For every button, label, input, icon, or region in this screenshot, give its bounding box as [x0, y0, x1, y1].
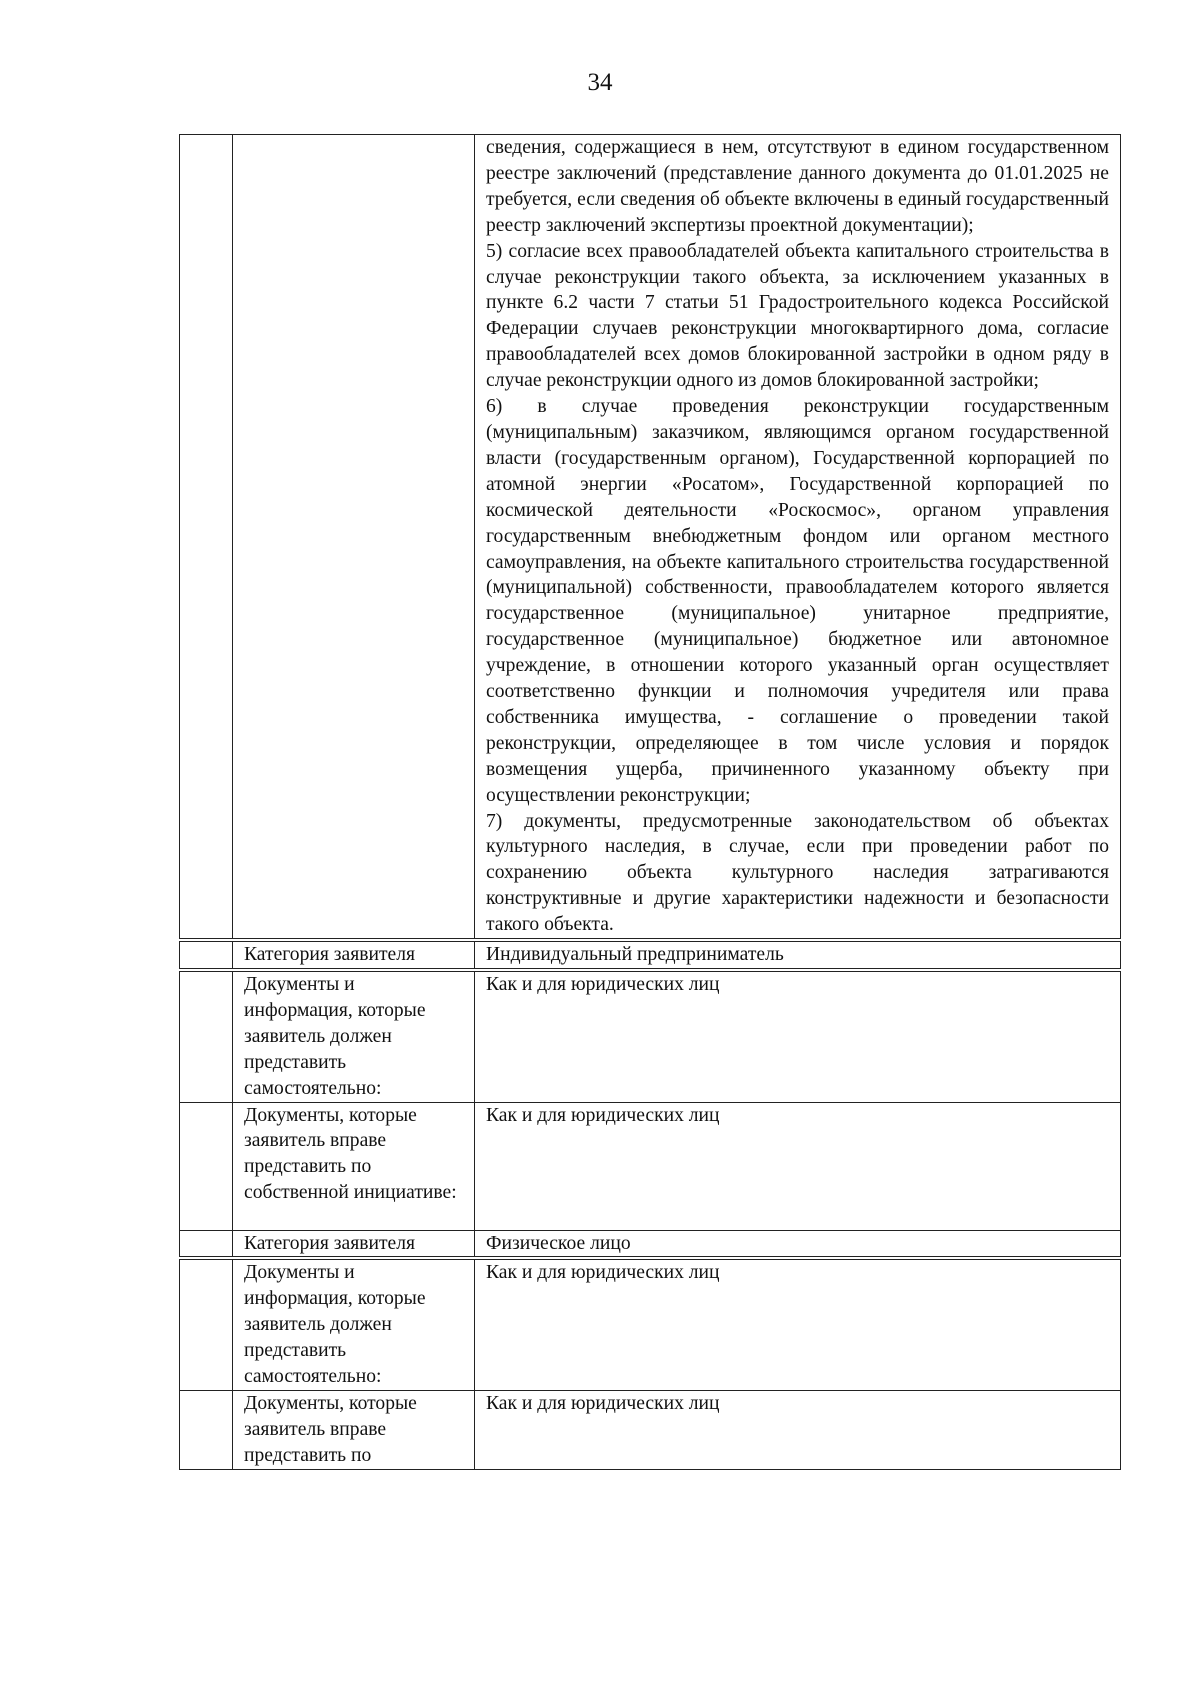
required-docs-label: Документы и информация, которые заявитель должен представить самостоятельно:: [233, 970, 475, 1102]
category-label: Категория заявителя: [233, 940, 475, 970]
row-number-cell: [180, 970, 233, 1102]
table-row: [180, 1390, 1121, 1469]
required-docs-value: Как и для юридических лиц: [475, 1258, 1121, 1390]
row-number-cell: [180, 1390, 233, 1469]
table-row: [180, 1102, 1121, 1230]
category-label: Категория заявителя: [233, 1230, 475, 1258]
optional-docs-value: Как и для юридических лиц: [475, 1102, 1121, 1230]
table-row: [180, 1258, 1121, 1390]
paragraph-expertise: сведения, содержащиеся в нем, отсутствуют в едином государственном реестре заключений (представление данного документа до 01.01.2025 не требуется, если сведения об объекте включены в единый государственный реестр заключений экспертизы проектной документации);: [486, 137, 1109, 236]
optional-docs-value: Как и для юридических лиц: [475, 1390, 1121, 1469]
category-value: Физическое лицо: [475, 1230, 1121, 1258]
category-value: Индивидуальный предприниматель: [475, 940, 1121, 970]
table-row: [180, 940, 1121, 970]
paragraph-item-7: 7) документы, предусмотренные законодательством об объектах культурного наследия, в случае, если при проведении работ по сохранению объекта культурного наследия затрагиваются конструктивные и другие характеристики надежности и безопасности такого объекта.: [486, 810, 1109, 936]
row-number-cell: [180, 940, 233, 970]
table-row: [180, 970, 1121, 1102]
row-number-cell: [180, 1230, 233, 1258]
requirements-table: [179, 134, 1121, 1470]
paragraph-item-6: 6) в случае проведения реконструкции государственным (муниципальным) заказчиком, являющимся органом государственной власти (государственным органом), Государственной корпорацией по атомной энергии «Росатом», Государственной корпорацией по космической деятельности «Роскосмос», органом управления государственным внебюджетным фондом или органом местного самоуправления, на объекте капитального строительства государственной (муниципальной) собственности, правообладателем которого является государственное (муниципальное) унитарное предприятие, государственное (муниципальное) бюджетное или автономное учреждение, в отношении которого указанный орган осуществляет соответственно функции и полномочия учредителя или права собственника имущества, - соглашение о проведении такой реконструкции, определяющее в том числе условия и порядок возмещения ущерба, причиненного указанному объекту при осуществлении реконструкции;: [486, 396, 1109, 806]
row-number-cell: [180, 135, 233, 941]
required-docs-value: Как и для юридических лиц: [475, 970, 1121, 1102]
label-cell: [233, 135, 475, 941]
row-number-cell: [180, 1258, 233, 1390]
table-row: [180, 1230, 1121, 1258]
page-number: 34: [587, 69, 613, 96]
continuation-text-cell: [475, 135, 1121, 941]
required-docs-label: Документы и информация, которые заявитель должен представить самостоятельно:: [233, 1258, 475, 1390]
paragraph-item-5: 5) согласие всех правообладателей объекта капитального строительства в случае реконструкции такого объекта, за исключением указанных в пункте 6.2 части 7 статьи 51 Градостроительного кодекса Российской Федерации случаев реконструкции многоквартирного дома, согласие правообладателей всех домов блокированной застройки в одном ряду в случае реконструкции одного из домов блокированной застройки;: [486, 240, 1109, 392]
row-number-cell: [180, 1102, 233, 1230]
optional-docs-label: Документы, которые заявитель вправе представить по собственной инициативе:: [233, 1102, 475, 1230]
table-row: [180, 135, 1121, 941]
optional-docs-label: Документы, которые заявитель вправе представить по: [233, 1390, 475, 1469]
